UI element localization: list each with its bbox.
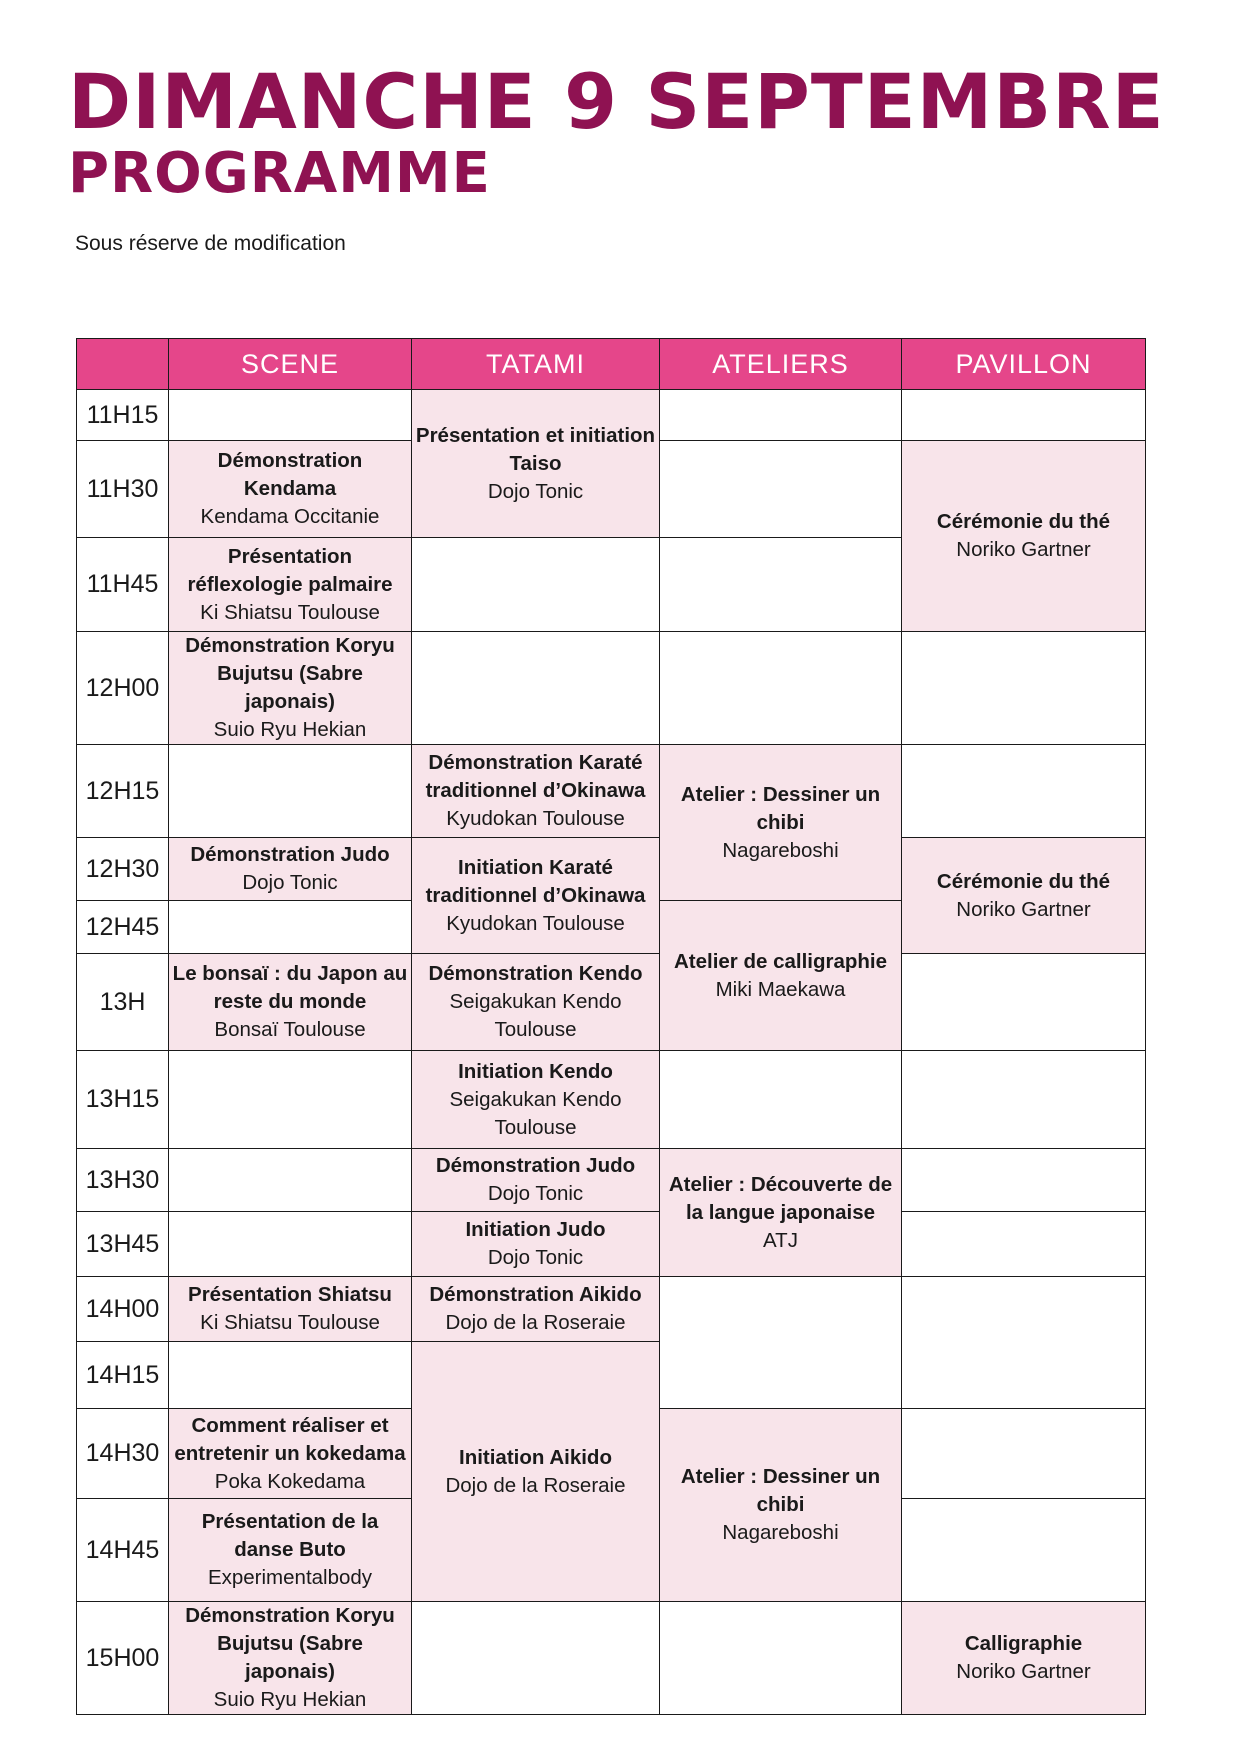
event-organizer: ATJ	[763, 1228, 798, 1252]
empty-cell	[169, 901, 412, 954]
empty-cell	[660, 1277, 902, 1409]
time-cell: 11H30	[77, 441, 169, 538]
event-organizer: Nagareboshi	[722, 838, 839, 862]
event-organizer: Noriko Gartner	[956, 897, 1091, 921]
time-cell: 13H30	[77, 1149, 169, 1212]
empty-cell	[902, 954, 1146, 1051]
empty-cell	[660, 441, 902, 538]
event-organizer: Poka Kokedama	[214, 1469, 366, 1493]
table-row	[77, 1212, 1146, 1277]
event-cell	[169, 838, 412, 901]
time-cell: 15H00	[77, 1602, 169, 1715]
empty-cell	[660, 1051, 902, 1149]
page-title: DIMANCHE 9 SEPTEMBRE	[68, 57, 1165, 146]
table-row	[77, 1051, 1146, 1149]
event-organizer: Suio Ryu Hekian	[213, 718, 367, 741]
event-cell	[902, 838, 1146, 954]
time-cell: 12H15	[77, 745, 169, 838]
table-row	[77, 745, 1146, 838]
time-cell: 14H45	[77, 1499, 169, 1602]
event-title: Démonstration Kendo	[428, 962, 643, 985]
page-subtitle: PROGRAMME	[68, 141, 491, 206]
time-cell: 14H15	[77, 1342, 169, 1409]
event-cell	[660, 1149, 902, 1277]
event-title: Initiation Judo	[465, 1218, 606, 1241]
event-organizer: Dojo de la Roseraie	[445, 1473, 626, 1497]
event-title: Présentation de la danse Buto	[201, 1510, 379, 1561]
event-cell	[169, 1409, 412, 1499]
event-cell	[169, 538, 412, 632]
event-title: Démonstration Judo	[190, 843, 390, 866]
empty-cell	[660, 538, 902, 632]
event-title: Présentation Shiatsu	[188, 1283, 392, 1306]
empty-cell	[169, 1342, 412, 1409]
event-cell	[169, 954, 412, 1051]
event-cell	[169, 441, 412, 538]
event-organizer: Dojo Tonic	[487, 1246, 584, 1269]
empty-cell	[660, 1602, 902, 1715]
event-cell	[902, 1602, 1146, 1715]
column-header-pavillon: PAVILLON	[902, 339, 1146, 390]
table-row	[77, 390, 1146, 441]
event-title: Le bonsaï : du Japon au reste du monde	[172, 962, 408, 1013]
column-header-scene: SCENE	[169, 339, 412, 390]
event-cell	[412, 1149, 660, 1212]
event-organizer: Dojo Tonic	[487, 1182, 584, 1205]
event-organizer: Kyudokan Toulouse	[446, 807, 625, 830]
event-title: Initiation Aikido	[459, 1445, 612, 1469]
event-title: Démonstration Koryu Bujutsu (Sabre japonais)	[185, 634, 395, 713]
table-row	[77, 632, 1146, 745]
empty-cell	[169, 1149, 412, 1212]
event-title: Initiation Karaté traditionnel d’Okinawa	[425, 855, 646, 907]
event-cell	[412, 1051, 660, 1149]
event-organizer: Dojo Tonic	[242, 871, 338, 894]
empty-cell	[902, 1051, 1146, 1149]
time-cell: 12H30	[77, 838, 169, 901]
event-title: Démonstration Karaté traditionnel d’Okinawa	[425, 751, 646, 802]
event-cell	[169, 1277, 412, 1342]
event-title: Initiation Kendo	[458, 1059, 613, 1083]
schedule-table	[76, 338, 1146, 1715]
event-title: Démonstration Aikido	[429, 1283, 642, 1306]
event-title: Démonstration Kendama	[217, 449, 363, 500]
time-cell: 12H45	[77, 901, 169, 954]
event-title: Atelier : Découverte de la langue japonaise	[668, 1172, 893, 1224]
empty-cell	[412, 1602, 660, 1715]
event-organizer: Seigakukan Kendo Toulouse	[449, 1087, 622, 1139]
time-cell: 11H15	[77, 390, 169, 441]
event-cell	[412, 745, 660, 838]
empty-cell	[169, 1051, 412, 1149]
empty-cell	[902, 1499, 1146, 1602]
event-organizer: Ki Shiatsu Toulouse	[200, 1311, 380, 1334]
empty-cell	[169, 745, 412, 838]
empty-cell	[412, 632, 660, 745]
empty-cell	[902, 745, 1146, 838]
time-cell: 14H00	[77, 1277, 169, 1342]
time-cell: 12H00	[77, 632, 169, 745]
event-cell	[412, 838, 660, 954]
event-cell	[902, 441, 1146, 632]
event-cell	[169, 632, 412, 745]
disclaimer-note: Sous réserve de modification	[75, 232, 346, 255]
event-title: Présentation réflexologie palmaire	[187, 544, 393, 596]
empty-cell	[902, 390, 1146, 441]
event-cell	[660, 1409, 902, 1602]
empty-cell	[412, 538, 660, 632]
header-row	[77, 339, 1146, 390]
time-cell: 13H45	[77, 1212, 169, 1277]
empty-cell	[902, 1149, 1146, 1212]
event-title: Atelier de calligraphie	[673, 949, 888, 973]
empty-cell	[169, 390, 412, 441]
event-organizer: Suio Ryu Hekian	[213, 1688, 367, 1711]
table-row	[77, 954, 1146, 1051]
event-organizer: Kyudokan Toulouse	[446, 911, 625, 935]
event-title: Démonstration Judo	[435, 1154, 636, 1177]
time-column-header	[77, 339, 169, 390]
time-cell: 13H	[77, 954, 169, 1051]
event-organizer: Bonsaï Toulouse	[214, 1018, 366, 1041]
empty-cell	[169, 1212, 412, 1277]
event-title: Démonstration Koryu Bujutsu (Sabre japonais)	[185, 1604, 395, 1683]
event-organizer: Seigakukan Kendo Toulouse	[449, 990, 622, 1041]
event-organizer: Dojo de la Roseraie	[445, 1311, 626, 1334]
time-cell: 13H15	[77, 1051, 169, 1149]
table-row	[77, 1602, 1146, 1715]
event-organizer: Dojo Tonic	[487, 479, 584, 503]
empty-cell	[902, 1212, 1146, 1277]
event-cell	[412, 390, 660, 538]
event-cell	[412, 1212, 660, 1277]
event-organizer: Ki Shiatsu Toulouse	[200, 600, 380, 624]
event-cell	[412, 1277, 660, 1342]
empty-cell	[660, 390, 902, 441]
event-title: Présentation et initiation Taiso	[415, 423, 656, 475]
time-cell: 14H30	[77, 1409, 169, 1499]
empty-cell	[902, 1409, 1146, 1499]
event-organizer: Noriko Gartner	[956, 1660, 1091, 1683]
time-cell: 11H45	[77, 538, 169, 632]
table-row	[77, 1149, 1146, 1212]
empty-cell	[902, 632, 1146, 745]
column-header-tatami: TATAMI	[412, 339, 660, 390]
table-row	[77, 838, 1146, 901]
event-organizer: Miki Maekawa	[715, 977, 846, 1001]
event-cell	[660, 901, 902, 1051]
event-organizer: Nagareboshi	[722, 1521, 839, 1544]
table-row	[77, 1277, 1146, 1342]
event-organizer: Kendama Occitanie	[200, 505, 380, 528]
event-cell	[412, 954, 660, 1051]
event-title: Calligraphie	[964, 1632, 1083, 1655]
event-organizer: Experimentalbody	[207, 1566, 373, 1589]
event-cell	[169, 1602, 412, 1715]
empty-cell	[660, 632, 902, 745]
event-cell	[660, 745, 902, 901]
event-title: Atelier : Dessiner un chibi	[680, 782, 881, 834]
column-header-ateliers: ATELIERS	[660, 339, 902, 390]
event-title: Comment réaliser et entretenir un kokedama	[174, 1413, 406, 1465]
event-title: Cérémonie du thé	[936, 869, 1111, 893]
event-organizer: Noriko Gartner	[956, 538, 1091, 561]
event-title: Atelier : Dessiner un chibi	[680, 1465, 881, 1516]
event-cell	[412, 1342, 660, 1602]
event-title: Cérémonie du thé	[936, 510, 1111, 533]
event-cell	[169, 1499, 412, 1602]
empty-cell	[902, 1277, 1146, 1409]
